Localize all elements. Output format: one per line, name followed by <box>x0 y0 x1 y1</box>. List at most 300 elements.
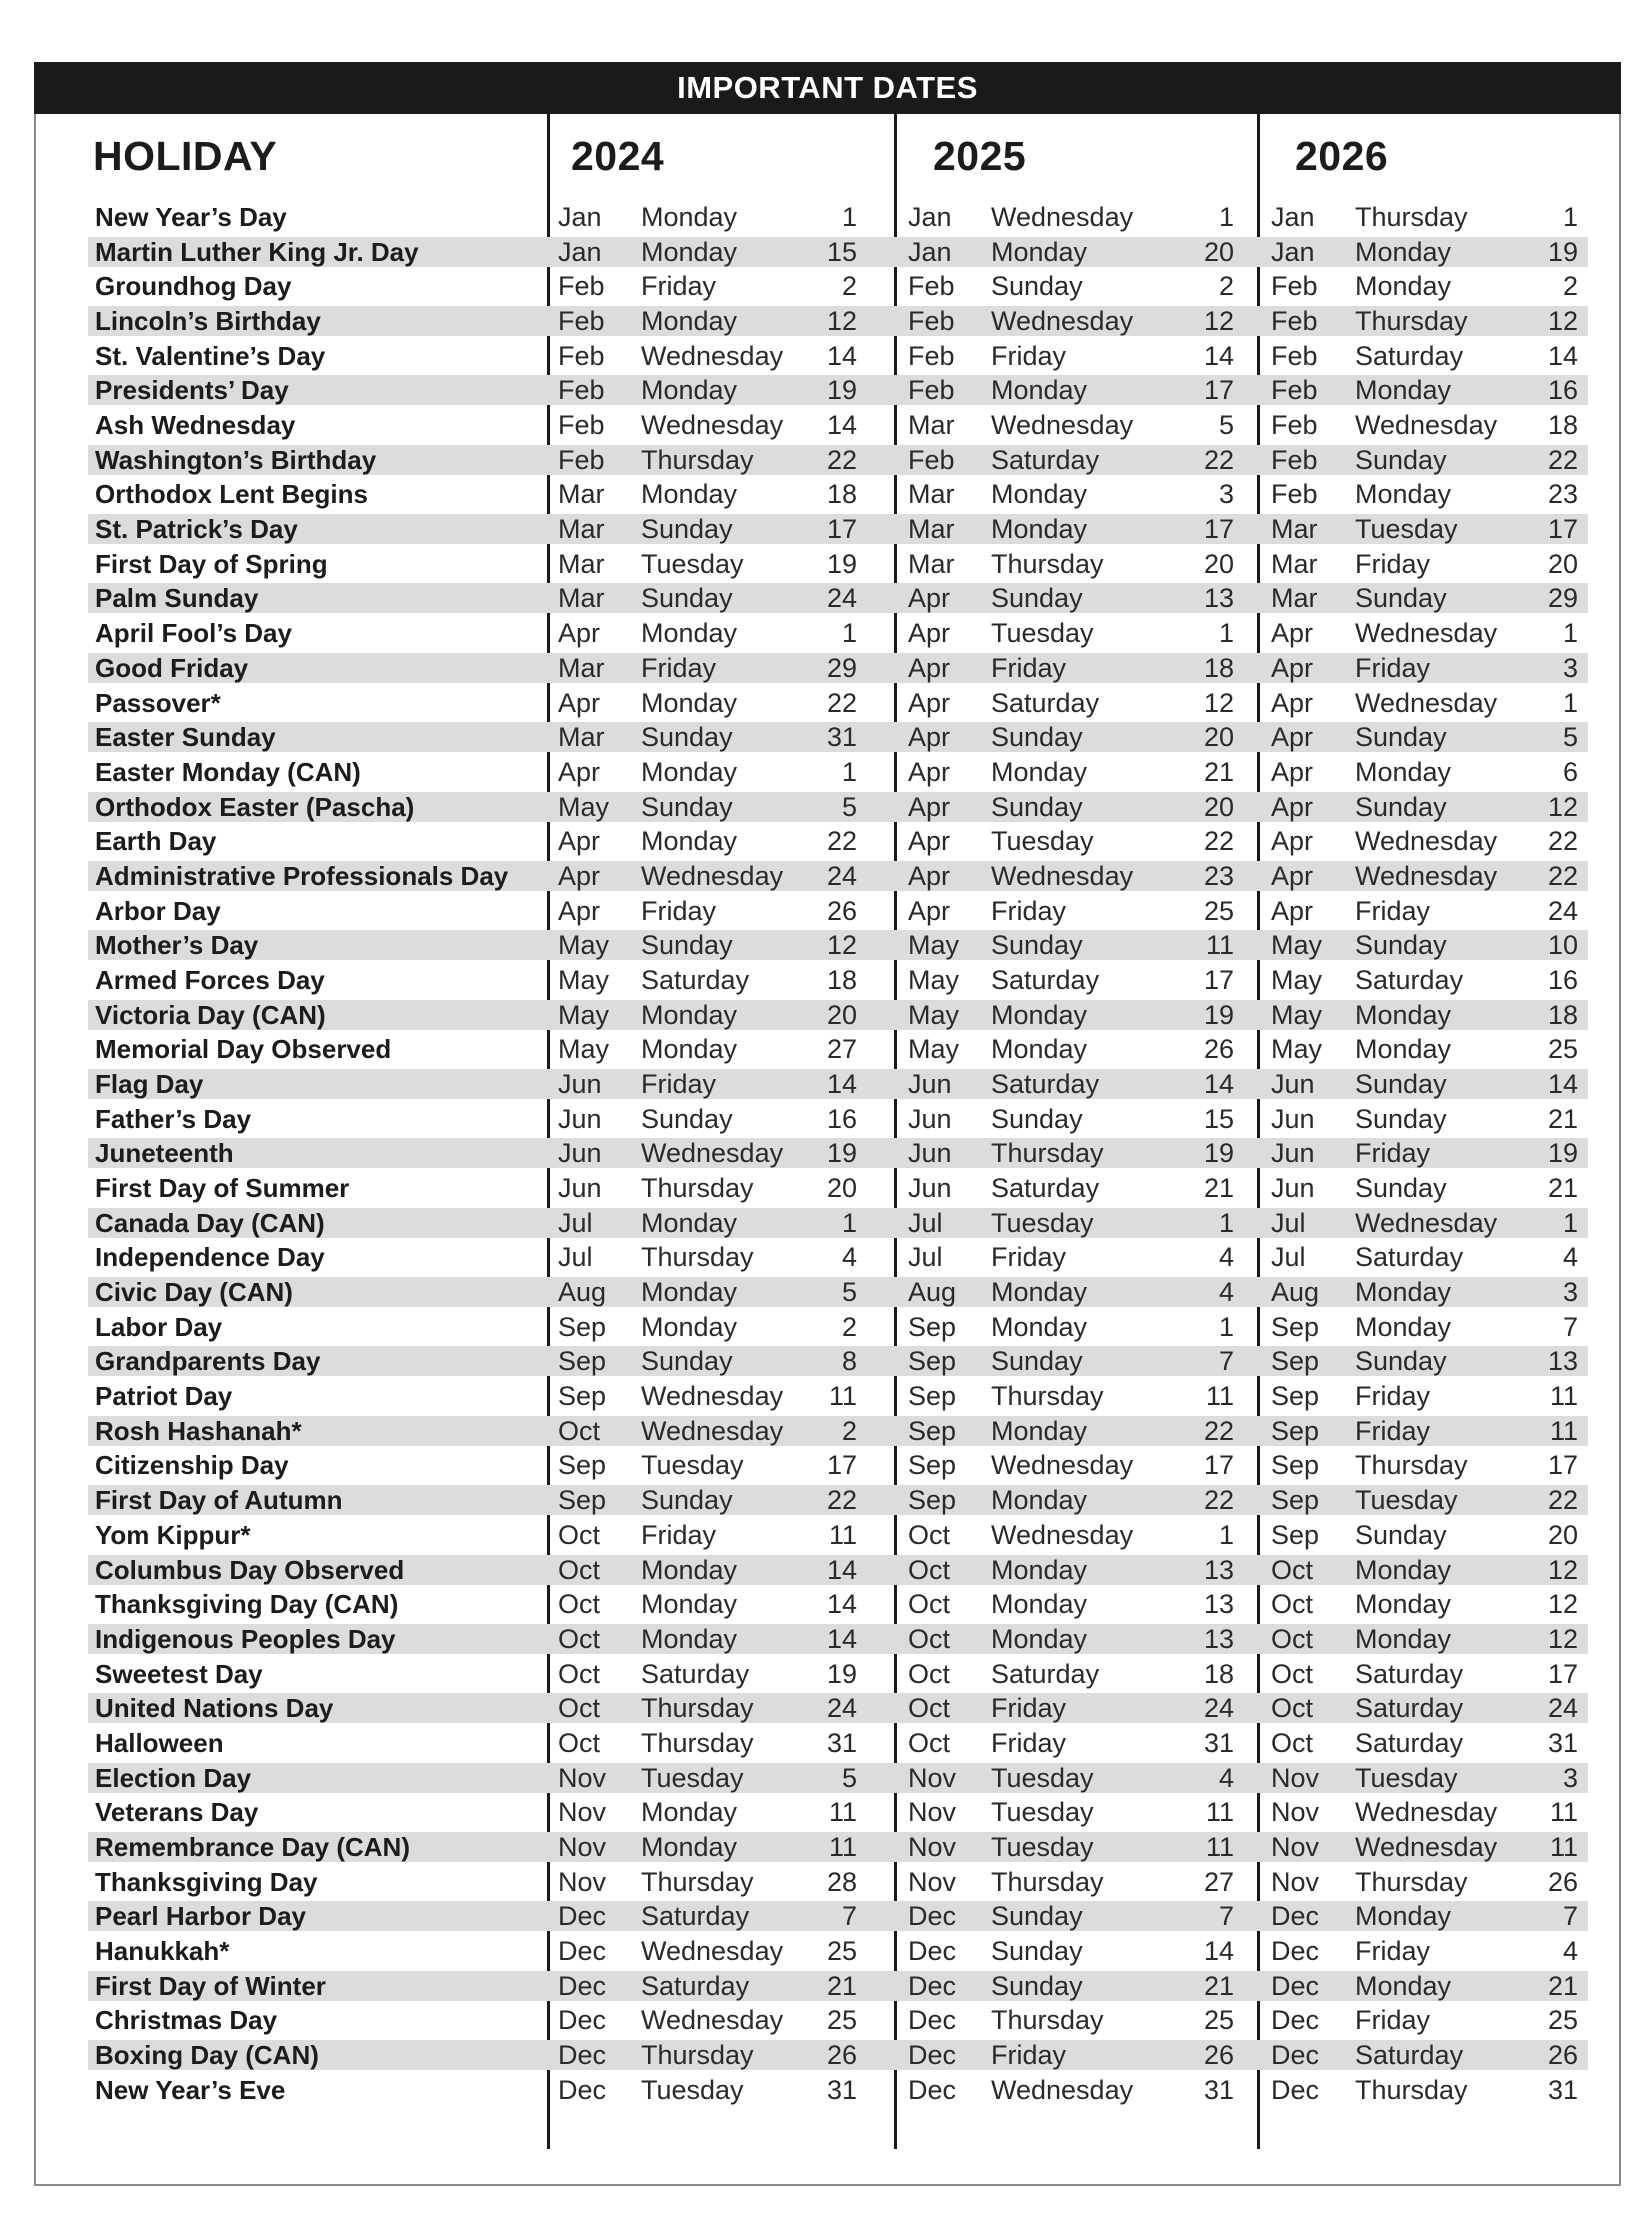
holiday-name: Palm Sunday <box>95 583 259 613</box>
month-2024: Mar <box>558 514 605 544</box>
holiday-name: Administrative Professionals Day <box>95 861 509 891</box>
day-2025: 26 <box>1203 1034 1234 1064</box>
day-2025: 1 <box>1218 1312 1234 1342</box>
day-2024: 19 <box>826 1138 857 1168</box>
day-2024: 2 <box>841 1312 857 1342</box>
month-2025: Feb <box>908 445 955 475</box>
month-2024: Oct <box>558 1589 601 1619</box>
month-2026: Oct <box>1271 1659 1314 1689</box>
day-2026: 24 <box>1547 896 1578 926</box>
month-2024: Oct <box>558 1693 601 1723</box>
day-2024: 31 <box>826 722 857 752</box>
month-2025: Jan <box>908 202 952 232</box>
day-2026: 14 <box>1547 1069 1578 1099</box>
month-2024: May <box>558 965 610 995</box>
weekday-2026: Sunday <box>1355 1346 1447 1376</box>
weekday-2025: Tuesday <box>991 1832 1094 1862</box>
weekday-2025: Friday <box>991 653 1067 683</box>
day-2025: 25 <box>1203 2005 1234 2035</box>
day-2026: 19 <box>1547 1138 1578 1168</box>
month-2025: Apr <box>908 688 951 718</box>
day-2024: 25 <box>826 1936 857 1966</box>
day-2026: 13 <box>1547 1346 1578 1376</box>
day-2024: 11 <box>828 1520 857 1550</box>
holiday-name: Ash Wednesday <box>95 410 296 440</box>
holiday-name: Pearl Harbor Day <box>95 1901 306 1931</box>
weekday-2025: Friday <box>991 341 1067 371</box>
day-2025: 21 <box>1203 757 1234 787</box>
month-2024: Nov <box>558 1832 607 1862</box>
day-2024: 14 <box>826 1624 857 1654</box>
weekday-2024: Wednesday <box>641 410 784 440</box>
holiday-name: Earth Day <box>95 826 217 856</box>
day-2024: 31 <box>826 2075 857 2105</box>
day-2025: 13 <box>1203 1589 1234 1619</box>
day-2025: 11 <box>1205 1381 1234 1411</box>
day-2026: 17 <box>1547 514 1578 544</box>
weekday-2025: Friday <box>991 1242 1067 1272</box>
weekday-2026: Friday <box>1355 1936 1431 1966</box>
weekday-2025: Monday <box>991 1589 1088 1619</box>
day-2026: 1 <box>1562 618 1578 648</box>
month-2024: May <box>558 792 610 822</box>
month-2025: Sep <box>908 1485 957 1515</box>
weekday-2025: Saturday <box>991 445 1100 475</box>
day-2026: 12 <box>1547 1624 1578 1654</box>
day-2026: 26 <box>1547 2040 1578 2070</box>
weekday-2026: Friday <box>1355 549 1431 579</box>
weekday-2024: Monday <box>641 1797 738 1827</box>
day-2026: 4 <box>1562 1242 1578 1272</box>
month-2025: Oct <box>908 1624 951 1654</box>
holiday-name: Easter Sunday <box>95 722 276 752</box>
weekday-2025: Monday <box>991 1312 1088 1342</box>
weekday-2024: Friday <box>641 271 717 301</box>
month-2025: Jul <box>908 1208 943 1238</box>
month-2026: Dec <box>1271 1936 1320 1966</box>
day-2024: 1 <box>841 618 857 648</box>
month-2025: Apr <box>908 722 951 752</box>
day-2026: 14 <box>1547 341 1578 371</box>
day-2026: 11 <box>1549 1381 1578 1411</box>
month-2024: Dec <box>558 2005 607 2035</box>
weekday-2026: Monday <box>1355 237 1452 267</box>
day-2025: 4 <box>1218 1763 1234 1793</box>
weekday-2024: Monday <box>641 1555 738 1585</box>
day-2025: 2 <box>1218 271 1234 301</box>
weekday-2026: Saturday <box>1355 1659 1464 1689</box>
day-2024: 24 <box>826 583 857 613</box>
weekday-2024: Saturday <box>641 1971 750 2001</box>
day-2025: 7 <box>1218 1346 1234 1376</box>
day-2026: 12 <box>1547 306 1578 336</box>
weekday-2025: Saturday <box>991 1173 1100 1203</box>
month-2025: Jan <box>908 237 952 267</box>
day-2026: 11 <box>1549 1832 1578 1862</box>
holiday-name: Flag Day <box>95 1069 204 1099</box>
weekday-2024: Friday <box>641 896 717 926</box>
day-2024: 5 <box>841 792 857 822</box>
day-2025: 11 <box>1205 1832 1234 1862</box>
month-2025: Mar <box>908 410 955 440</box>
month-2024: Mar <box>558 479 605 509</box>
month-2026: Apr <box>1271 757 1314 787</box>
month-2026: Sep <box>1271 1520 1320 1550</box>
day-2024: 14 <box>826 1589 857 1619</box>
month-2025: Dec <box>908 2005 957 2035</box>
day-2025: 17 <box>1203 375 1234 405</box>
weekday-2025: Saturday <box>991 1659 1100 1689</box>
month-2026: May <box>1271 1000 1323 1030</box>
day-2024: 22 <box>826 826 857 856</box>
holiday-name: Patriot Day <box>95 1381 233 1411</box>
weekday-2024: Sunday <box>641 514 733 544</box>
day-2024: 11 <box>828 1832 857 1862</box>
holiday-name: Passover* <box>95 688 221 718</box>
holiday-name: Mother’s Day <box>95 930 259 960</box>
day-2026: 18 <box>1547 410 1578 440</box>
day-2026: 17 <box>1547 1659 1578 1689</box>
month-2024: Nov <box>558 1797 607 1827</box>
weekday-2025: Friday <box>991 896 1067 926</box>
month-2026: Feb <box>1271 479 1318 509</box>
weekday-2024: Monday <box>641 1000 738 1030</box>
month-2024: Apr <box>558 896 601 926</box>
weekday-2025: Monday <box>991 1624 1088 1654</box>
holiday-name: First Day of Autumn <box>95 1485 343 1515</box>
month-2026: Jun <box>1271 1069 1315 1099</box>
holiday-name: United Nations Day <box>95 1693 334 1723</box>
weekday-2025: Monday <box>991 757 1088 787</box>
month-2024: Apr <box>558 861 601 891</box>
weekday-2026: Sunday <box>1355 1104 1447 1134</box>
month-2025: Apr <box>908 653 951 683</box>
day-2024: 1 <box>841 202 857 232</box>
month-2025: Dec <box>908 2040 957 2070</box>
weekday-2024: Thursday <box>641 1867 754 1897</box>
weekday-2025: Saturday <box>991 688 1100 718</box>
month-2026: Apr <box>1271 826 1314 856</box>
day-2025: 21 <box>1203 1173 1234 1203</box>
month-2024: Jun <box>558 1138 602 1168</box>
weekday-2024: Monday <box>641 757 738 787</box>
weekday-2025: Wednesday <box>991 202 1134 232</box>
day-2026: 29 <box>1547 583 1578 613</box>
weekday-2024: Friday <box>641 653 717 683</box>
weekday-2026: Tuesday <box>1355 1763 1458 1793</box>
month-2026: Apr <box>1271 792 1314 822</box>
weekday-2024: Tuesday <box>641 549 744 579</box>
month-2025: Apr <box>908 826 951 856</box>
holiday-name: Citizenship Day <box>95 1450 289 1480</box>
day-2024: 18 <box>826 965 857 995</box>
day-2024: 31 <box>826 1728 857 1758</box>
holiday-name: Lincoln’s Birthday <box>95 306 321 336</box>
day-2025: 26 <box>1203 2040 1234 2070</box>
day-2024: 22 <box>826 1485 857 1515</box>
weekday-2026: Thursday <box>1355 1450 1468 1480</box>
month-2025: Jun <box>908 1069 952 1099</box>
month-2024: Feb <box>558 375 605 405</box>
day-2025: 12 <box>1203 688 1234 718</box>
month-2024: Oct <box>558 1416 601 1446</box>
day-2024: 14 <box>826 1069 857 1099</box>
weekday-2025: Friday <box>991 2040 1067 2070</box>
month-2025: Feb <box>908 271 955 301</box>
day-2025: 17 <box>1203 514 1234 544</box>
holiday-name: Veterans Day <box>95 1797 259 1827</box>
day-2024: 24 <box>826 1693 857 1723</box>
month-2025: Mar <box>908 479 955 509</box>
holiday-name: Independence Day <box>95 1242 325 1272</box>
weekday-2025: Sunday <box>991 930 1083 960</box>
weekday-2025: Tuesday <box>991 826 1094 856</box>
day-2026: 21 <box>1547 1104 1578 1134</box>
weekday-2025: Monday <box>991 514 1088 544</box>
day-2026: 31 <box>1547 1728 1578 1758</box>
holiday-name: Washington’s Birthday <box>95 445 377 475</box>
holiday-name: Thanksgiving Day (CAN) <box>95 1589 399 1619</box>
month-2026: Apr <box>1271 688 1314 718</box>
weekday-2024: Monday <box>641 1589 738 1619</box>
holiday-name: Martin Luther King Jr. Day <box>95 237 419 267</box>
month-2024: Nov <box>558 1763 607 1793</box>
weekday-2025: Sunday <box>991 792 1083 822</box>
day-2025: 1 <box>1218 202 1234 232</box>
weekday-2024: Tuesday <box>641 1450 744 1480</box>
holiday-name: Groundhog Day <box>95 271 292 301</box>
day-2025: 22 <box>1203 1485 1234 1515</box>
weekday-2026: Saturday <box>1355 1242 1464 1272</box>
day-2026: 11 <box>1549 1797 1578 1827</box>
month-2026: Jun <box>1271 1104 1315 1134</box>
day-2026: 21 <box>1547 1971 1578 2001</box>
weekday-2025: Wednesday <box>991 2075 1134 2105</box>
month-2024: May <box>558 1000 610 1030</box>
weekday-2026: Monday <box>1355 375 1452 405</box>
holiday-name: Boxing Day (CAN) <box>95 2040 319 2070</box>
weekday-2026: Monday <box>1355 1589 1452 1619</box>
weekday-2024: Sunday <box>641 930 733 960</box>
day-2026: 24 <box>1547 1693 1578 1723</box>
weekday-2024: Thursday <box>641 2040 754 2070</box>
month-2024: Oct <box>558 1520 601 1550</box>
holiday-name: Christmas Day <box>95 2005 278 2035</box>
weekday-2024: Monday <box>641 1312 738 1342</box>
month-2024: Jun <box>558 1069 602 1099</box>
month-2024: Mar <box>558 549 605 579</box>
day-2025: 31 <box>1203 2075 1234 2105</box>
weekday-2026: Friday <box>1355 2005 1431 2035</box>
month-2026: Apr <box>1271 896 1314 926</box>
day-2025: 1 <box>1218 1520 1234 1550</box>
weekday-2024: Wednesday <box>641 2005 784 2035</box>
weekday-2026: Sunday <box>1355 445 1447 475</box>
weekday-2026: Monday <box>1355 1277 1452 1307</box>
weekday-2025: Sunday <box>991 1936 1083 1966</box>
holiday-name: Civic Day (CAN) <box>95 1277 293 1307</box>
day-2026: 19 <box>1547 237 1578 267</box>
day-2026: 22 <box>1547 1485 1578 1515</box>
day-2024: 21 <box>826 1971 857 2001</box>
holiday-name: Yom Kippur* <box>95 1520 251 1550</box>
month-2024: Jan <box>558 202 602 232</box>
day-2024: 19 <box>826 375 857 405</box>
day-2025: 18 <box>1203 653 1234 683</box>
month-2026: Feb <box>1271 341 1318 371</box>
weekday-2024: Wednesday <box>641 341 784 371</box>
holiday-name: Armed Forces Day <box>95 965 325 995</box>
day-2026: 11 <box>1549 1416 1578 1446</box>
weekday-2026: Sunday <box>1355 1520 1447 1550</box>
day-2024: 16 <box>826 1104 857 1134</box>
holiday-name: Remembrance Day (CAN) <box>95 1832 410 1862</box>
weekday-2025: Thursday <box>991 549 1104 579</box>
holiday-name: First Day of Spring <box>95 549 328 579</box>
weekday-2026: Monday <box>1355 479 1452 509</box>
weekday-2026: Wednesday <box>1355 410 1498 440</box>
month-2026: Jan <box>1271 202 1315 232</box>
weekday-2024: Monday <box>641 237 738 267</box>
weekday-2024: Sunday <box>641 1485 733 1515</box>
day-2024: 7 <box>841 1901 857 1931</box>
day-2026: 5 <box>1562 722 1578 752</box>
day-2025: 22 <box>1203 826 1234 856</box>
weekday-2026: Wednesday <box>1355 826 1498 856</box>
weekday-2026: Monday <box>1355 1624 1452 1654</box>
day-2026: 7 <box>1562 1901 1578 1931</box>
month-2026: Aug <box>1271 1277 1320 1307</box>
month-2026: Jul <box>1271 1208 1306 1238</box>
month-2024: Feb <box>558 271 605 301</box>
weekday-2025: Sunday <box>991 722 1083 752</box>
day-2025: 19 <box>1203 1000 1234 1030</box>
weekday-2025: Sunday <box>991 1346 1083 1376</box>
month-2026: Sep <box>1271 1312 1320 1342</box>
day-2025: 20 <box>1203 237 1234 267</box>
weekday-2026: Friday <box>1355 1381 1431 1411</box>
day-2026: 18 <box>1547 1000 1578 1030</box>
month-2026: Mar <box>1271 583 1318 613</box>
month-2025: Sep <box>908 1450 957 1480</box>
weekday-2025: Wednesday <box>991 1450 1134 1480</box>
month-2025: May <box>908 1000 960 1030</box>
year-header-2024: 2024 <box>571 133 665 179</box>
month-2025: Apr <box>908 618 951 648</box>
month-2024: Mar <box>558 653 605 683</box>
weekday-2024: Monday <box>641 1208 738 1238</box>
weekday-2026: Wednesday <box>1355 1797 1498 1827</box>
day-2024: 15 <box>826 237 857 267</box>
month-2024: Dec <box>558 2075 607 2105</box>
month-2026: Oct <box>1271 1624 1314 1654</box>
month-2025: Jul <box>908 1242 943 1272</box>
weekday-2026: Monday <box>1355 1971 1452 2001</box>
day-2025: 11 <box>1205 930 1234 960</box>
weekday-2024: Tuesday <box>641 1763 744 1793</box>
day-2024: 11 <box>828 1797 857 1827</box>
weekday-2026: Wednesday <box>1355 861 1498 891</box>
month-2024: Oct <box>558 1659 601 1689</box>
month-2026: Apr <box>1271 861 1314 891</box>
day-2024: 5 <box>841 1277 857 1307</box>
weekday-2024: Saturday <box>641 1901 750 1931</box>
weekday-2026: Wednesday <box>1355 688 1498 718</box>
weekday-2025: Friday <box>991 1693 1067 1723</box>
day-2024: 19 <box>826 1659 857 1689</box>
month-2025: Oct <box>908 1555 951 1585</box>
day-2026: 12 <box>1547 1555 1578 1585</box>
day-2026: 17 <box>1547 1450 1578 1480</box>
weekday-2026: Thursday <box>1355 2075 1468 2105</box>
holiday-name: Sweetest Day <box>95 1659 263 1689</box>
month-2024: Feb <box>558 341 605 371</box>
month-2024: Jan <box>558 237 602 267</box>
weekday-2026: Sunday <box>1355 1069 1447 1099</box>
month-2025: Nov <box>908 1832 957 1862</box>
day-2025: 21 <box>1203 1971 1234 2001</box>
day-2026: 31 <box>1547 2075 1578 2105</box>
month-2024: Oct <box>558 1555 601 1585</box>
weekday-2024: Saturday <box>641 965 750 995</box>
day-2024: 17 <box>826 514 857 544</box>
weekday-2026: Sunday <box>1355 930 1447 960</box>
month-2026: Feb <box>1271 410 1318 440</box>
weekday-2025: Wednesday <box>991 410 1134 440</box>
weekday-2026: Thursday <box>1355 1867 1468 1897</box>
weekday-2025: Sunday <box>991 583 1083 613</box>
day-2024: 20 <box>826 1173 857 1203</box>
day-2024: 14 <box>826 410 857 440</box>
day-2026: 6 <box>1562 757 1578 787</box>
day-2024: 14 <box>826 1555 857 1585</box>
weekday-2026: Tuesday <box>1355 1485 1458 1515</box>
month-2026: Nov <box>1271 1763 1320 1793</box>
day-2025: 7 <box>1218 1901 1234 1931</box>
weekday-2024: Monday <box>641 1034 738 1064</box>
day-2025: 14 <box>1203 341 1234 371</box>
weekday-2026: Sunday <box>1355 1173 1447 1203</box>
month-2025: Apr <box>908 757 951 787</box>
day-2026: 21 <box>1547 1173 1578 1203</box>
month-2026: Nov <box>1271 1867 1320 1897</box>
month-2026: Sep <box>1271 1450 1320 1480</box>
month-2025: Sep <box>908 1416 957 1446</box>
month-2025: Oct <box>908 1728 951 1758</box>
weekday-2026: Friday <box>1355 896 1431 926</box>
month-2024: Feb <box>558 410 605 440</box>
day-2024: 11 <box>828 1381 857 1411</box>
month-2024: Mar <box>558 722 605 752</box>
day-2025: 5 <box>1218 410 1234 440</box>
month-2025: Dec <box>908 1936 957 1966</box>
holiday-name: Orthodox Easter (Pascha) <box>95 792 415 822</box>
weekday-2026: Saturday <box>1355 2040 1464 2070</box>
weekday-2024: Thursday <box>641 1242 754 1272</box>
day-2026: 10 <box>1547 930 1578 960</box>
year-header-2026: 2026 <box>1295 133 1389 179</box>
weekday-2026: Monday <box>1355 1901 1452 1931</box>
month-2025: Nov <box>908 1867 957 1897</box>
month-2025: Dec <box>908 1971 957 2001</box>
day-2024: 2 <box>841 271 857 301</box>
holiday-name: Columbus Day Observed <box>95 1555 405 1585</box>
month-2026: Oct <box>1271 1589 1314 1619</box>
day-2025: 11 <box>1205 1797 1234 1827</box>
holiday-name: Good Friday <box>95 653 249 683</box>
month-2024: Sep <box>558 1485 607 1515</box>
day-2025: 14 <box>1203 1936 1234 1966</box>
